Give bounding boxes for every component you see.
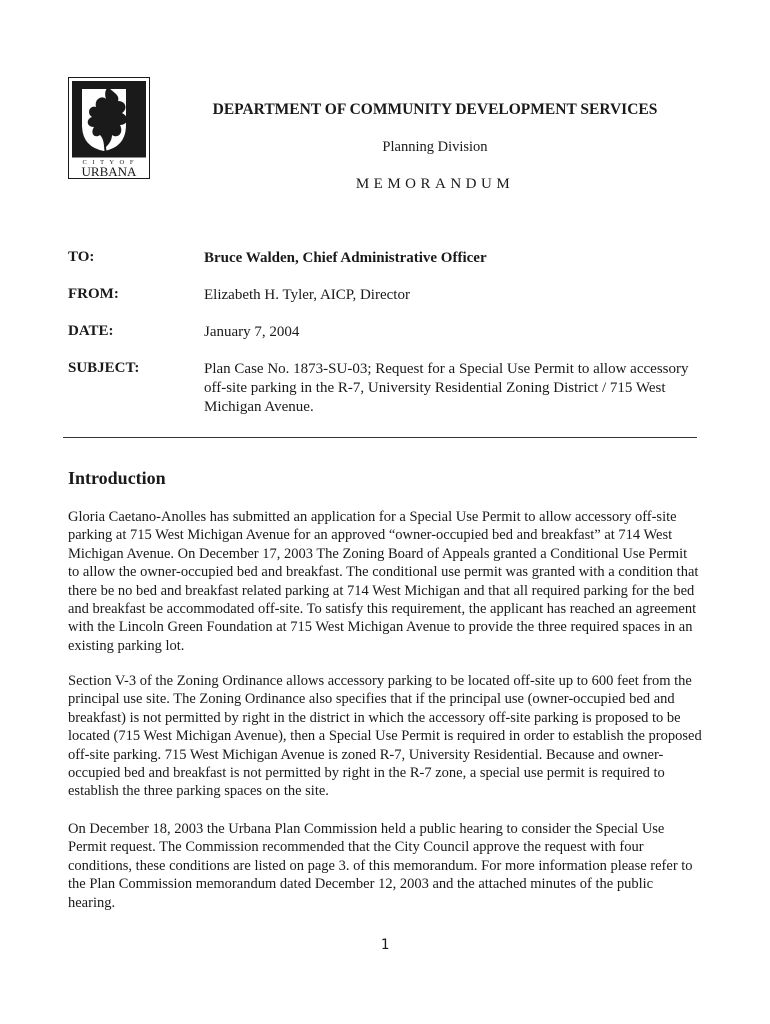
from-label: FROM: (68, 286, 119, 302)
division-title: Planning Division (382, 139, 488, 155)
from-value: Elizabeth H. Tyler, AICP, Director (204, 287, 410, 303)
urbana-leaf-logo-icon (68, 77, 150, 179)
city-of-urbana-logo (68, 77, 150, 179)
intro-paragraph-2: Section V-3 of the Zoning Ordinance allows accessory parking to be located off-site up to 600 feet from the principal use site. The Zoning Ordinance also specifies that if the principal use (owner-occupied bed and breakfast) is not permitted by right in the district in which the accessory off-site parking is proposed to be located (715 West Michigan Avenue), then a Special Use Permit is required in order to establish the proposed off-site parking. 715 West Michigan Avenue is zoned R-7, University Residential. Because and owner-occupied bed and breakfast is not permitted by right in the R-7 zone, a special use permit is required to establish the three parking spaces on the site. (68, 673, 702, 800)
to-value: Bruce Walden, Chief Administrative Officer (204, 250, 487, 266)
department-title: DEPARTMENT OF COMMUNITY DEVELOPMENT SERVICES (212, 101, 658, 118)
logo-city-of-text: C I T Y O F (82, 159, 136, 166)
date-label: DATE: (68, 323, 114, 339)
subject-value: Plan Case No. 1873-SU-03; Request for a Special Use Permit to allow accessory off-site parking in the R-7, University Residential Zoning District / 715 West Michigan Avenue. (204, 361, 689, 415)
divider-rule (63, 437, 697, 438)
logo-urbana-text: URBANA (81, 164, 137, 179)
intro-paragraph-1: Gloria Caetano-Anolles has submitted an application for a Special Use Permit to allow accessory off-site parking at 715 West Michigan Avenue for an approved “owner-occupied bed and breakfast” at 714 West Michigan Avenue. On December 17, 2003 The Zoning Board of Appeals granted a Conditional Use Permit to allow the owner-occupied bed and breakfast. The conditional use permit was granted with a condition that there be no bed and breakfast related parking at 714 West Michigan and that all required parking for the bed and breakfast be accommodated off-site. To satisfy this requirement, the applicant has reached an agreement with the Lincoln Green Foundation at 715 West Michigan Avenue to provide the three required spaces in an existing parking lot. (68, 509, 699, 654)
subject-label: SUBJECT: (68, 360, 140, 376)
date-value: January 7, 2004 (204, 324, 300, 340)
to-label: TO: (68, 249, 95, 265)
introduction-heading: Introduction (68, 468, 166, 488)
memorandum-title: MEMORANDUM (355, 176, 515, 192)
intro-paragraph-3: On December 18, 2003 the Urbana Plan Commission held a public hearing to consider the Special Use Permit request. The Commission recommended that the City Council approve the request with four conditions, these conditions are listed on page 3. of this memorandum. For more information please refer to the Plan Commission memorandum dated December 12, 2003 and the attached minutes of the public hearing. (68, 821, 693, 911)
page-number: 1 (380, 937, 390, 953)
